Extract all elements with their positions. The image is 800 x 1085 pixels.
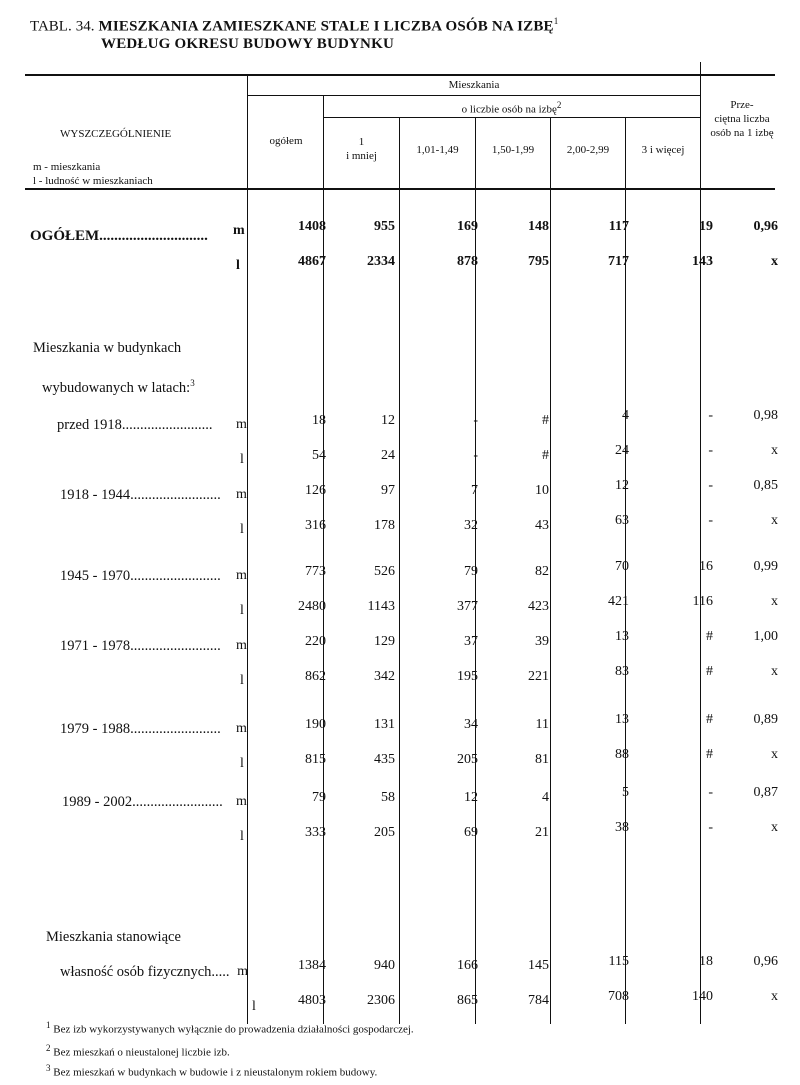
header-c1 xyxy=(324,135,399,163)
period-l-cell: 221 xyxy=(528,669,549,684)
period-marker-m: m xyxy=(236,638,247,653)
period-marker-m: m xyxy=(236,417,247,432)
header-c2: 1,01-1,49 xyxy=(416,144,459,156)
period-m-cell: 126 xyxy=(305,483,326,498)
section2-m-cell: 18 xyxy=(699,954,713,969)
period-m-cell: 131 xyxy=(374,717,395,732)
period-m-cell: 4 xyxy=(622,408,629,423)
period-l-cell: 342 xyxy=(374,669,395,684)
period-m-cell: 11 xyxy=(535,717,549,732)
period-label: przed 1918......................... xyxy=(57,417,213,433)
period-m-cell: 0,85 xyxy=(753,478,778,493)
stub-legend-m: m - mieszkania xyxy=(33,161,101,173)
period-m-cell: 10 xyxy=(535,483,549,498)
period-label: 1945 - 1970......................... xyxy=(60,568,221,584)
period-m-cell: # xyxy=(706,629,713,644)
period-label: 1989 - 2002......................... xyxy=(62,794,223,810)
period-m-cell: 0,99 xyxy=(753,559,778,574)
col-divider-c5 xyxy=(700,62,701,1024)
period-m-cell: 16 xyxy=(699,559,713,574)
period-l-cell: x xyxy=(771,443,778,458)
period-l-cell: x xyxy=(771,820,778,835)
total-l-cell: 795 xyxy=(528,254,549,269)
section-heading-1b-text: wybudowanych w latach: xyxy=(42,379,191,396)
header-avg-line2: ciętna liczba xyxy=(714,113,770,125)
table-number: 34. xyxy=(75,18,95,35)
period-l-cell: 421 xyxy=(608,594,629,609)
section2-marker-l: l xyxy=(252,999,256,1014)
header-footnote-ref: 2 xyxy=(556,100,562,110)
total-m-cell: 0,96 xyxy=(753,219,778,234)
period-l-cell: - xyxy=(473,448,478,463)
footnote-number: 1 xyxy=(46,1020,51,1030)
period-m-cell: 12 xyxy=(615,478,629,493)
period-m-cell: 13 xyxy=(615,712,629,727)
period-m-cell: 37 xyxy=(464,634,478,649)
title-line1: MIESZKANIA ZAMIESZKANE STALE I LICZBA OSÓB NA IZBĘ xyxy=(98,18,554,35)
header-c1-line1: 1 xyxy=(358,136,365,148)
period-l-cell: 38 xyxy=(615,820,629,835)
header-o-liczbie xyxy=(323,98,700,117)
section2-m-cell: 115 xyxy=(608,954,629,969)
period-l-cell: 24 xyxy=(615,443,629,458)
period-l-cell: 54 xyxy=(312,448,326,463)
period-m-cell: 34 xyxy=(464,717,478,732)
title-prefix: TABL. xyxy=(30,18,72,35)
footnote xyxy=(46,1063,377,1079)
header-avg-line3: osób na 1 izbę xyxy=(710,127,774,139)
period-marker-m: m xyxy=(236,487,247,502)
col-divider-c1 xyxy=(399,117,400,1024)
period-l-cell: # xyxy=(706,664,713,679)
period-l-cell: 333 xyxy=(305,825,326,840)
period-m-cell: 58 xyxy=(381,790,395,805)
period-l-cell: 69 xyxy=(464,825,478,840)
period-l-cell: 435 xyxy=(374,752,395,767)
section2-m-cell: 166 xyxy=(457,958,478,973)
period-l-cell: 1143 xyxy=(367,599,395,614)
period-label: 1971 - 1978......................... xyxy=(60,638,221,654)
section-footnote-ref: 3 xyxy=(190,378,195,388)
period-m-cell: 70 xyxy=(615,559,629,574)
period-marker-l: l xyxy=(240,829,244,844)
table-title xyxy=(30,16,558,35)
period-l-cell: 43 xyxy=(535,518,549,533)
period-l-cell: - xyxy=(708,820,713,835)
section-heading-1: Mieszkania w budynkach xyxy=(33,340,182,356)
period-marker-l: l xyxy=(240,452,244,467)
period-l-cell: 377 xyxy=(457,599,478,614)
period-m-cell: 1,00 xyxy=(753,629,778,644)
total-l-cell: 4867 xyxy=(298,254,326,269)
period-l-cell: 81 xyxy=(535,752,549,767)
header-avg-line1: Prze- xyxy=(730,99,754,111)
total-m-cell: 148 xyxy=(528,219,549,234)
header-c5: 3 i więcej xyxy=(641,144,685,156)
total-l-cell: 878 xyxy=(457,254,478,269)
period-l-cell: - xyxy=(708,443,713,458)
period-marker-l: l xyxy=(240,756,244,771)
period-l-cell: x xyxy=(771,513,778,528)
period-l-cell: 316 xyxy=(305,518,326,533)
period-marker-l: l xyxy=(240,673,244,688)
title-line2: WEDŁUG OKRESU BUDOWY BUDYNKU xyxy=(101,36,394,52)
period-l-cell: x xyxy=(771,747,778,762)
period-m-cell: 0,89 xyxy=(753,712,778,727)
period-label: 1979 - 1988......................... xyxy=(60,721,221,737)
period-l-cell: x xyxy=(771,594,778,609)
period-m-cell: 5 xyxy=(622,785,629,800)
total-l-cell: 143 xyxy=(692,254,713,269)
header-mieszkania: Mieszkania xyxy=(448,79,500,91)
period-m-cell: 12 xyxy=(464,790,478,805)
period-marker-l: l xyxy=(240,603,244,618)
period-m-cell: 79 xyxy=(464,564,478,579)
period-l-cell: 178 xyxy=(374,518,395,533)
header-c1-line2: i mniej xyxy=(346,150,377,162)
footnote-text: Bez mieszkań o nieustalonej liczbie izb. xyxy=(50,1046,230,1059)
header-o-liczbie-text: o liczbie osób na izbę xyxy=(461,103,557,116)
period-m-cell: - xyxy=(708,478,713,493)
total-marker-l: l xyxy=(236,258,240,273)
period-marker-m: m xyxy=(236,794,247,809)
col-divider-stub xyxy=(247,74,248,1024)
section2-l-cell: 2306 xyxy=(367,993,395,1008)
period-l-cell: 815 xyxy=(305,752,326,767)
footnote-number: 2 xyxy=(46,1043,51,1053)
section2-l-cell: 865 xyxy=(457,993,478,1008)
section2-m-cell: 1384 xyxy=(298,958,326,973)
period-m-cell: 0,87 xyxy=(753,785,778,800)
total-m-cell: 1408 xyxy=(298,219,326,234)
section2-l-cell: x xyxy=(771,989,778,1004)
header-bottom-rule xyxy=(25,188,775,190)
period-m-cell: 0,98 xyxy=(753,408,778,423)
period-m-cell: 526 xyxy=(374,564,395,579)
total-m-cell: 117 xyxy=(608,219,629,234)
section-heading-2: Mieszkania stanowiące xyxy=(46,929,181,945)
section-heading-1b xyxy=(42,378,195,397)
period-l-cell: 205 xyxy=(457,752,478,767)
period-m-cell: 39 xyxy=(535,634,549,649)
total-label: OGÓŁEM............................. xyxy=(30,228,208,244)
period-l-cell: 63 xyxy=(615,513,629,528)
period-marker-m: m xyxy=(236,721,247,736)
section2-marker-m: m xyxy=(237,964,248,979)
period-label: 1918 - 1944......................... xyxy=(60,487,221,503)
total-l-cell: x xyxy=(771,254,778,269)
table-top-rule xyxy=(25,74,775,76)
period-l-cell: 2480 xyxy=(298,599,326,614)
period-m-cell: 12 xyxy=(381,413,395,428)
header-rule-mieszkania xyxy=(248,95,700,96)
section-heading-2b: własność osób fizycznych..... xyxy=(60,964,230,980)
section2-m-cell: 940 xyxy=(374,958,395,973)
section2-l-cell: 140 xyxy=(692,989,713,1004)
period-l-cell: 88 xyxy=(615,747,629,762)
section2-m-cell: 145 xyxy=(528,958,549,973)
footnote-text: Bez izb wykorzystywanych wyłącznie do prowadzenia działalności gospodarczej. xyxy=(50,1023,414,1036)
period-l-cell: 24 xyxy=(381,448,395,463)
period-m-cell: 79 xyxy=(312,790,326,805)
period-m-cell: 13 xyxy=(615,629,629,644)
period-l-cell: 83 xyxy=(615,664,629,679)
period-l-cell: 195 xyxy=(457,669,478,684)
period-m-cell: 4 xyxy=(542,790,549,805)
section2-l-cell: 4803 xyxy=(298,993,326,1008)
header-avg xyxy=(701,98,783,140)
section2-m-cell: 0,96 xyxy=(753,954,778,969)
total-m-cell: 955 xyxy=(374,219,395,234)
col-divider-c3 xyxy=(550,117,551,1024)
period-m-cell: 82 xyxy=(535,564,549,579)
period-l-cell: 32 xyxy=(464,518,478,533)
title-footnote-ref: 1 xyxy=(553,16,559,26)
footnote-number: 3 xyxy=(46,1063,51,1073)
stub-title: WYSZCZEGÓLNIENIE xyxy=(60,128,172,140)
period-m-cell: 97 xyxy=(381,483,395,498)
period-m-cell: - xyxy=(708,408,713,423)
total-l-cell: 2334 xyxy=(367,254,395,269)
header-ogolem: ogółem xyxy=(269,135,303,147)
period-l-cell: # xyxy=(706,747,713,762)
total-m-cell: 169 xyxy=(457,219,478,234)
header-c3: 1,50-1,99 xyxy=(491,144,535,156)
section2-l-cell: 784 xyxy=(528,993,549,1008)
header-rule-o-liczbie xyxy=(323,117,700,118)
period-l-cell: # xyxy=(542,448,549,463)
period-l-cell: 205 xyxy=(374,825,395,840)
period-m-cell: 129 xyxy=(374,634,395,649)
period-l-cell: 21 xyxy=(535,825,549,840)
period-marker-l: l xyxy=(240,522,244,537)
period-m-cell: 773 xyxy=(305,564,326,579)
period-l-cell: 116 xyxy=(692,594,713,609)
period-m-cell: 7 xyxy=(471,483,478,498)
section2-l-cell: 708 xyxy=(608,989,629,1004)
period-m-cell: # xyxy=(706,712,713,727)
period-l-cell: 862 xyxy=(305,669,326,684)
period-m-cell: 190 xyxy=(305,717,326,732)
total-m-cell: 19 xyxy=(699,219,713,234)
period-m-cell: 18 xyxy=(312,413,326,428)
footnote xyxy=(46,1020,414,1036)
stub-legend-l: l - ludność w mieszkaniach xyxy=(33,175,153,187)
period-l-cell: - xyxy=(708,513,713,528)
header-c4: 2,00-2,99 xyxy=(566,144,610,156)
period-m-cell: - xyxy=(473,413,478,428)
period-m-cell: # xyxy=(542,413,549,428)
footnote xyxy=(46,1043,230,1059)
period-m-cell: 220 xyxy=(305,634,326,649)
period-marker-m: m xyxy=(236,568,247,583)
period-l-cell: x xyxy=(771,664,778,679)
total-marker-m: m xyxy=(233,223,245,238)
period-l-cell: 423 xyxy=(528,599,549,614)
total-l-cell: 717 xyxy=(608,254,629,269)
footnote-text: Bez mieszkań w budynkach w budowie i z nieustalonym rokiem budowy. xyxy=(50,1066,378,1079)
period-m-cell: - xyxy=(708,785,713,800)
